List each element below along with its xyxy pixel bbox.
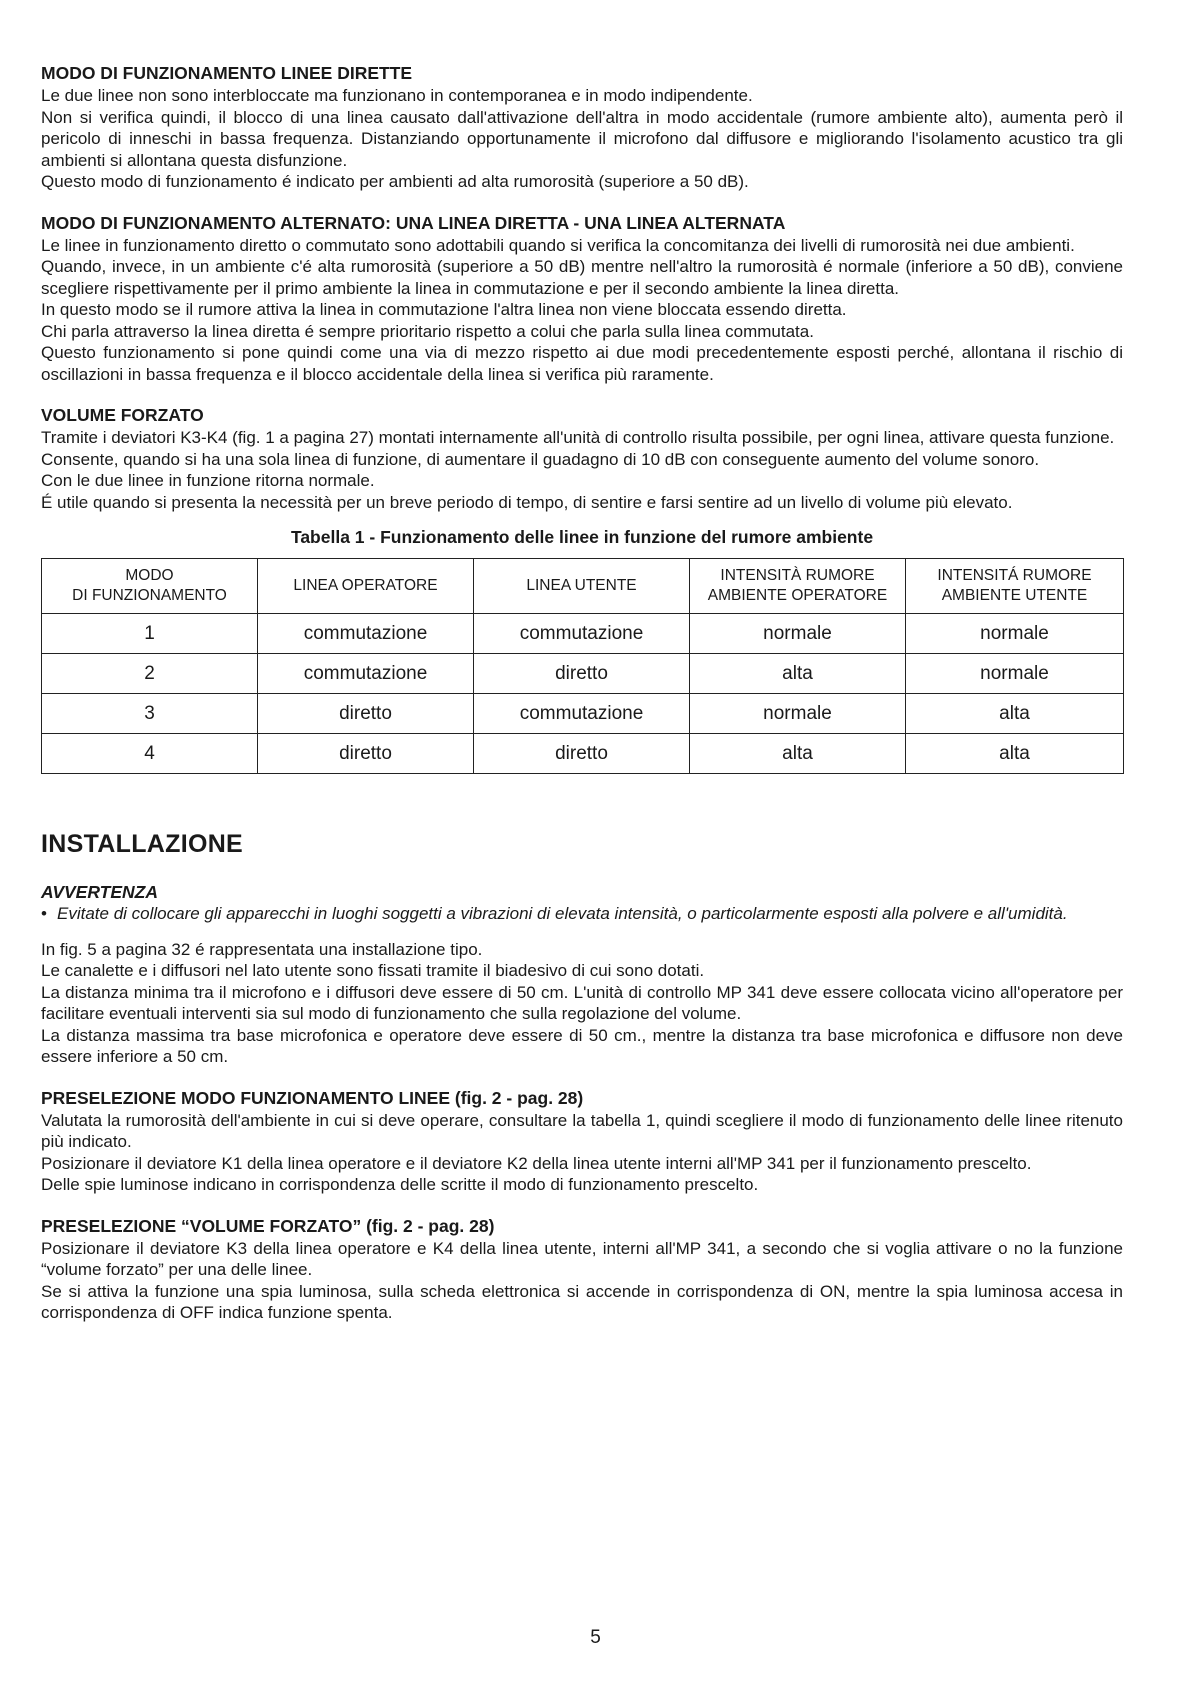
paragraph: La distanza massima tra base microfonica e operatore deve essere di 50 cm., mentre la distanza tra base microfonica e diffusore non deve essere inferiore a 50 cm. (41, 1025, 1123, 1066)
paragraph: Con le due linee in funzione ritorna normale. (41, 471, 375, 490)
paragraph: Questo funzionamento si pone quindi come una via di mezzo rispetto ai due modi precedentemente esposti perché, allontana il rischio di oscillazioni in bassa frequenza e il blocco accidentale della linea si verifica più raramente. (41, 343, 1123, 384)
paragraph: In fig. 5 a pagina 32 é rappresentata una installazione tipo. (41, 939, 483, 959)
table-cell: diretto (474, 654, 690, 694)
table-header-cell: LINEA UTENTE (474, 559, 690, 614)
section-title-alternato: MODO DI FUNZIONAMENTO ALTERNATO: UNA LINEA DIRETTA - UNA LINEA ALTERNATA (41, 212, 786, 233)
paragraph: É utile quando si presenta la necessità per un breve periodo di tempo, di sentire e farsi sentire ad un livello di volume più elevato. (41, 492, 1013, 512)
warning-text: Evitate di collocare gli apparecchi in luoghi soggetti a vibrazioni di elevata intensità, o particolarmente esposti alla polvere e all'umidità. (57, 904, 1068, 923)
paragraph: Non si verifica quindi, il blocco di una linea causato dall'attivazione dell'altra in modo accidentale (rumore ambiente alto), aumenta però il pericolo di inneschi in bassa frequenza. Distanziando opportunamente il microfono dal diffusore e migliorando l'isolamento acustico tra gli ambienti si allontana questa disfunzione. (41, 107, 1123, 170)
table-caption: Tabella 1 - Funzionamento delle linee in funzione del rumore ambiente (290, 527, 874, 547)
table-cell: alta (690, 654, 906, 694)
section-title-linee-dirette: MODO DI FUNZIONAMENTO LINEE DIRETTE (41, 63, 413, 83)
paragraph: Posizionare il deviatore K3 della linea operatore e K4 della linea utente, interni all'MP 341, a secondo che si voglia attivare o no la funzione “volume forzato” per una delle linee. (41, 1238, 1123, 1279)
table-cell: normale (690, 614, 906, 654)
table-cell: 4 (42, 734, 258, 774)
table-row (42, 694, 1124, 734)
table-cell: 1 (42, 614, 258, 654)
table-cell: commutazione (474, 614, 690, 654)
paragraph: In questo modo se il rumore attiva la linea in commutazione l'altra linea non viene bloccata essendo diretta. (41, 300, 847, 319)
noise-mode-table (41, 558, 1124, 774)
table-cell: normale (906, 614, 1124, 654)
table-cell: alta (906, 694, 1124, 734)
table-cell: 3 (42, 694, 258, 734)
table-cell: commutazione (258, 654, 474, 694)
paragraph: Le canalette e i diffusori nel lato utente sono fissati tramite il biadesivo di cui sono dotati. (41, 961, 705, 980)
table-header-cell: INTENSITÀ RUMORE AMBIENTE OPERATORE (690, 559, 906, 614)
table-cell: commutazione (258, 614, 474, 654)
paragraph: Quando, invece, in un ambiente c'é alta rumorosità (superiore a 50 dB) mentre nell'altro la rumorosità é normale (inferiore a 50 dB), conviene scegliere rispettivamente per il primo ambiente la linea in commutazione e per il secondo ambiente la linea diretta. (41, 257, 1123, 298)
paragraph: Consente, quando si ha una sola linea di funzione, di aumentare il guadagno di 10 dB con conseguente aumento del volume sonoro. (41, 449, 1040, 469)
paragraph: Questo modo di funzionamento é indicato per ambienti ad alta rumorosità (superiore a 50 dB). (41, 172, 749, 191)
section-title-preselezione-modo: PRESELEZIONE MODO FUNZIONAMENTO LINEE (fig. 2 - pag. 28) (41, 1087, 584, 1108)
paragraph: Chi parla attraverso la linea diretta é sempre prioritario rispetto a colui che parla sulla linea commutata. (41, 321, 814, 341)
table-cell: normale (690, 694, 906, 734)
paragraph: Le linee in funzionamento diretto o commutato sono adottabili quando si verifica la concomitanza dei livelli di rumorosità nei due ambienti. (41, 235, 1075, 255)
table-cell: diretto (258, 734, 474, 774)
table-header-row (42, 559, 1124, 614)
table-cell: diretto (258, 694, 474, 734)
table-cell: 2 (42, 654, 258, 694)
table-cell: alta (906, 734, 1124, 774)
table-header-cell: INTENSITÁ RUMORE AMBIENTE UTENTE (906, 559, 1124, 614)
document-page (41, 62, 1123, 1324)
section-title-volume-forzato: VOLUME FORZATO (41, 405, 204, 425)
table-row (42, 654, 1124, 694)
table-row (42, 614, 1124, 654)
installazione-heading: INSTALLAZIONE (41, 830, 244, 858)
table-cell: commutazione (474, 694, 690, 734)
page-number: 5 (590, 1627, 601, 1648)
bullet-icon: • (41, 904, 47, 923)
table-header-cell: LINEA OPERATORE (258, 559, 474, 614)
paragraph: Le due linee non sono interbloccate ma funzionano in contemporanea e in modo indipendente. (41, 86, 753, 105)
section-title-preselezione-volume: PRESELEZIONE “VOLUME FORZATO” (fig. 2 - pag. 28) (41, 1215, 495, 1236)
table-row (42, 734, 1124, 774)
paragraph: Se si attiva la funzione una spia luminosa, sulla scheda elettronica si accende in corrispondenza di ON, mentre la spia luminosa accesa in corrispondenza di OFF indica funzione spenta. (41, 1281, 1123, 1322)
warning-title: AVVERTENZA (41, 882, 159, 902)
table-cell: alta (690, 734, 906, 774)
warning-bullet (41, 903, 1123, 925)
paragraph: Posizionare il deviatore K1 della linea operatore e il deviatore K2 della linea utente interni all'MP 341 per il funzionamento prescelto. (41, 1153, 1032, 1173)
paragraph: Valutata la rumorosità dell'ambiente in cui si deve operare, consultare la tabella 1, quindi scegliere il modo di funzionamento delle linee ritenuto più indicato. (41, 1110, 1123, 1151)
paragraph: Delle spie luminose indicano in corrispondenza delle scritte il modo di funzionamento prescelto. (41, 1175, 759, 1194)
table-cell: normale (906, 654, 1124, 694)
paragraph: Tramite i deviatori K3-K4 (fig. 1 a pagina 27) montati internamente all'unità di controllo risulta possibile, per ogni linea, attivare questa funzione. (41, 428, 1115, 447)
paragraph: La distanza minima tra il microfono e i diffusori deve essere di 50 cm. L'unità di controllo MP 341 deve essere collocata vicino all'operatore per facilitare eventuali interventi sia sul modo di funzionamento che sulla regolazione del volume. (41, 982, 1123, 1023)
table-header-cell: MODO DI FUNZIONAMENTO (42, 559, 258, 614)
table-cell: diretto (474, 734, 690, 774)
